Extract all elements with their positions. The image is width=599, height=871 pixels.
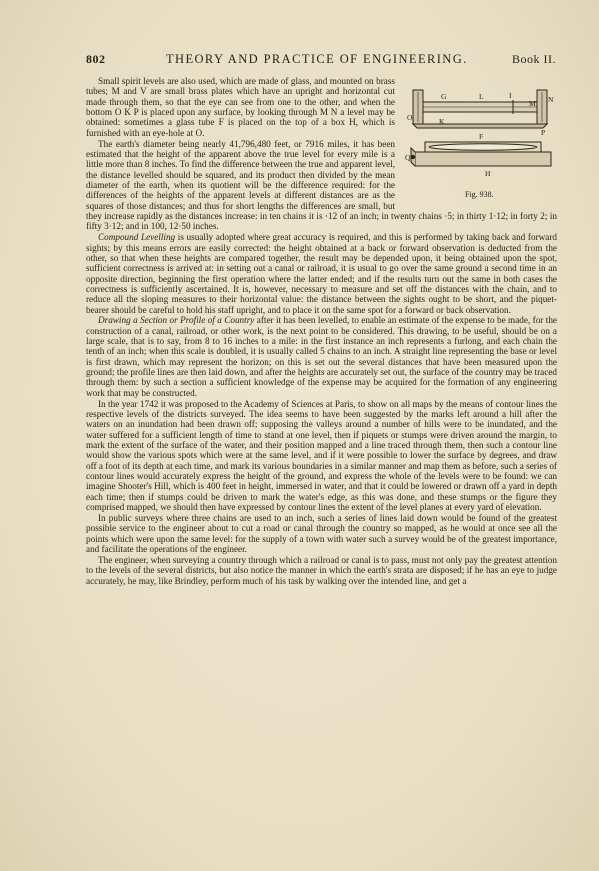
paragraph-earth-diameter: The earth's diameter being nearly 41,796,480 feet, or 7916 miles, it has been estimated that the height of the apparent above the true level for every mile is a little more than 8 inches. To find the difference between the true and apparent level, the distance levelled should be squared, and its product then divided by the mean diameter of the earth, when its quotient will be the difference required: for the differences of the heights of the apparent levels at different distances are as the squares of those distances; and thus for short lengths the differences are small, but they increase rapidly as the distances increase: in ten chains it is ·12 of an inch; in twenty chains ·5; in thirty 1·12; in forty 2; in fifty 3·12; and in 100, 12·50 inches.	[86, 138, 557, 232]
paragraph-public-surveys: In public surveys where three chains are used to an inch, such a series of lines laid down would be found of the greatest possible service to the engineer about to cut a road or canal through the country so mapped, as he would at once see all the points which were upon the same level: for the supply of a town with water such a survey would be of the greatest importance, and facilitate the operations of the engineer.	[86, 512, 557, 554]
label-o: O	[407, 113, 413, 122]
label-f: F	[479, 132, 484, 141]
page-body	[86, 76, 557, 586]
label-l: L	[479, 92, 484, 101]
paragraph-lead: Compound Levelling	[98, 232, 176, 243]
label-k: K	[439, 117, 445, 126]
label-q: Q	[405, 153, 411, 162]
label-i: I	[509, 91, 512, 100]
running-header	[86, 52, 558, 70]
paragraph-lead: Drawing a Section or Profile of a Country	[98, 315, 255, 326]
paragraph-engineer-surveying: The engineer, when surveying a country through which a railroad or canal is to pass, must not only pay the greatest attention to the levels of the several districts, but also notice the manner in which the earth's strata are disposed; if he has an eye to judge accurately, he may, like Brindley, perform much of his task by walking over the intended line, and get a	[86, 554, 557, 586]
label-n: N	[548, 95, 554, 104]
label-p: P	[541, 128, 546, 137]
page-number: 802	[86, 52, 106, 66]
paragraph-compound-levelling: Compound Levelling is usually adopted where great accuracy is required, and this is performed by taking back and forward sights; by this means errors are easily corrected: the height obtained at a back or forward observation is deducted from the other, so that when these heights are compared together, the result may be depended upon, it being obtained upon the spot, sufficient correctness is arrived at: in setting out a canal or railroad, it is usual to go over the same ground a second time in an opposite direction, beginning the first operation where the latter ended; and if the results turn out the same in both cases the correctness is sufficiently ascertained. It is, however, necessary to measure and set off the distances with the chain, and to reduce all the sloping measures to their horizontal value: the distance between the sights ought to be short, and the piquet-bearer should be careful to hold his staff upright, and to place it on the same spot for a forward or back observation.	[86, 232, 557, 315]
running-title: THEORY AND PRACTICE OF ENGINEERING.	[166, 52, 468, 66]
label-m: M	[529, 99, 536, 108]
spirit-level-illustration	[405, 82, 557, 192]
figure-938	[405, 82, 557, 205]
paragraph-drawing-section: Drawing a Section or Profile of a Country after it has been levelled, to enable an estimate of the expense to be made, for the construction of a canal, railroad, or other work, is the next point to be considered. This drawing, to be useful, should be on a large scale, that is to say, from 8 to 16 inches to a mile: in the first instance an inch represents a furlong, and each chain the tenth of an inch; when this scale is doubled, it is usually called 5 chains to an inch. A straight line representing the base or level is first drawn, which may represent the horizon; on this is set out the several distances that have been measured upon the ground; the profile lines are then laid down, and after the heights are accurately set out, the surface of the country may be traced through them: by such a section a sufficient knowledge of the expense may be acquired for the formation of any engineering work that may be constructed.	[86, 315, 557, 398]
label-g: G	[441, 92, 447, 101]
figure-caption: Fig. 938.	[465, 190, 494, 199]
label-h: H	[485, 169, 491, 178]
book-label: Book II.	[512, 52, 556, 66]
paragraph-spirit-levels: Small spirit levels are also used, which are made of glass, and mounted on brass tubes; M and V are small brass plates which have an upright and horizontal cut made through them, so that the eye can see from one to the other, and when the bottom O K P is placed upon any surface, by looking through M N a level may be obtained: sometimes a glass tube F is placed on the top of a box H, which is furnished with an eye-hole at O.	[86, 76, 395, 138]
paragraph-contour-lines: In the year 1742 it was proposed to the Academy of Sciences at Paris, to show on all maps by the means of contour lines the respective levels of the districts surveyed. The idea seems to have been suggested by the marks left around a hill after the waters on an inundation had been drawn off; supposing the valleys around a number of hills were to be inundated, and the water suffered for a sufficient length of time to stand at one level, then if piquets or stumps were driven around the margin, to mark the extent of the surface of the water, and their position mapped and a line traced through them, then such a contour line would show the various spots which were at the same level, and if it were possible to lower the surface by degrees, and draw off a foot of its depth at each time, and mark its various boundaries in a similar manner and map them as before, such a series of contour lines would accurately express the height of the ground, and express the whole of the levels were to be found: we can imagine Shooter's Hill, which is 400 feet in height, immersed in water, and that it could be lowered or drawn off a yard in depth each time; then if stumps could be driven to mark the water's edge, as this was done, and these stumps or the figure they comprised mapped, we should then have expressed by contour lines the extent of the level planes at every yard of elevation.	[86, 398, 557, 513]
